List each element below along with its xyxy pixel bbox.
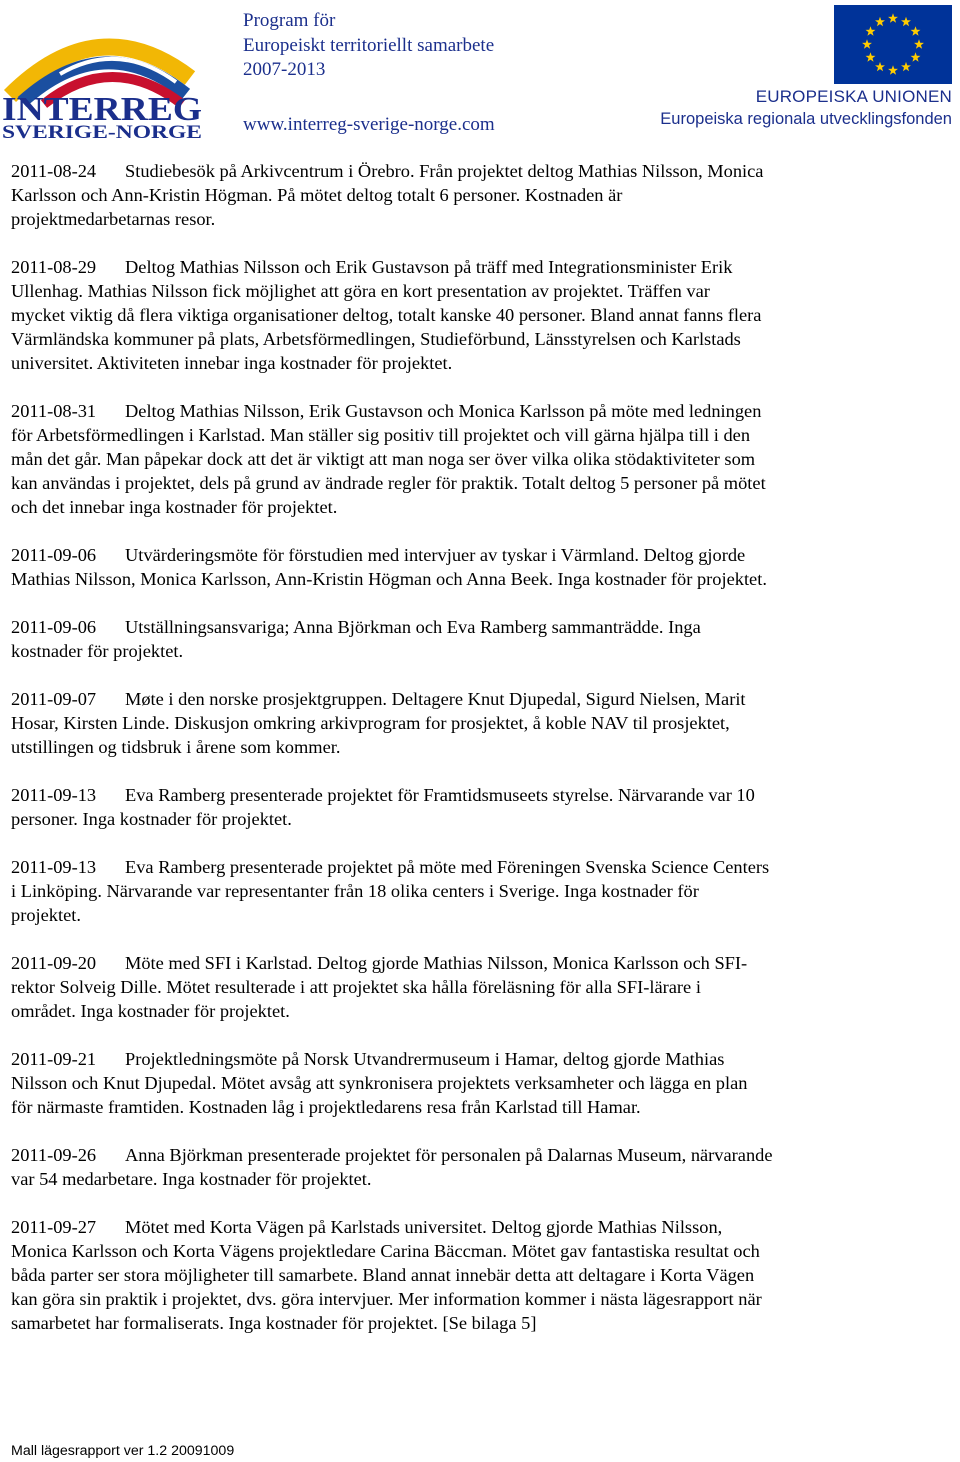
entry-date: 2011-08-31	[11, 401, 97, 421]
entry-text-line: Eva Ramberg presenterade projektet för Framtidsmuseets styrelse. Närvarande var 10	[125, 785, 755, 805]
footer-text: Mall lägesrapport ver 1.2 20091009	[11, 1443, 235, 1459]
program-url: www.interreg-sverige-norge.com	[243, 114, 495, 135]
entry-text-line: Utställningsansvariga; Anna Björkman och Eva Ramberg sammanträdde. Inga	[125, 617, 701, 637]
report-entry	[11, 255, 946, 375]
entry-text-line: Anna Björkman presenterade projektet för personalen på Dalarnas Museum, närvarande	[125, 1145, 773, 1165]
report-entry	[11, 783, 946, 831]
entry-text-line: var 54 medarbetare. Inga kostnader för projektet.	[11, 1169, 372, 1189]
report-entry	[11, 855, 946, 927]
entry-text-line: universitet. Aktiviteten innebar inga kostnader för projektet.	[11, 353, 453, 373]
report-entry	[11, 543, 946, 591]
report-entry	[11, 1215, 946, 1335]
entry-date: 2011-08-24	[11, 161, 97, 181]
entry-date: 2011-09-13	[11, 857, 97, 877]
report-entry	[11, 159, 946, 231]
entry-text-line: för Arbetsförmedlingen i Karlstad. Man ställer sig positiv till projektet och vill gärna hjälpa till i den	[11, 425, 751, 445]
report-entry	[11, 1143, 946, 1191]
program-line: Program för	[243, 10, 336, 31]
entry-text-line: Värmländska kommuner på plats, Arbetsförmedlingen, Studieförbund, Länsstyrelsen och Karlstads	[11, 329, 741, 349]
entry-text-line: kostnader för projektet.	[11, 641, 184, 661]
entry-text-line: Eva Ramberg presenterade projektet på möte med Föreningen Svenska Science Centers	[125, 857, 770, 877]
entry-text-line: Ullenhag. Mathias Nilsson fick möjlighet att göra en kort presentation av projektet. Träffen var	[11, 281, 710, 301]
logo-text-sverige-norge: SVERIGE-NORGE	[2, 122, 202, 140]
entry-text-line: mån det går. Man påpekar dock att det är viktigt att man noga ser över vilka olika stödaktiviteter som	[11, 449, 756, 469]
entry-date: 2011-09-13	[11, 785, 97, 805]
entry-date: 2011-09-21	[11, 1049, 97, 1069]
report-entry	[11, 615, 946, 663]
entry-text-line: projektmedarbetarnas resor.	[11, 209, 216, 229]
entry-text-line: och det innebar inga kostnader för projektet.	[11, 497, 338, 517]
report-entry	[11, 399, 946, 519]
entry-text-line: utstillingen og tidsbruk i årene som kommer.	[11, 737, 341, 757]
report-entries	[11, 159, 946, 1359]
entry-text-line: rektor Solveig Dille. Mötet resulterade i att projektet ska hålla föreläsning för alla SFI-lärare i	[11, 977, 701, 997]
entry-text-line: Studiebesök på Arkivcentrum i Örebro. Från projektet deltog Mathias Nilsson, Monica	[125, 161, 764, 181]
entry-text-line: Deltog Mathias Nilsson och Erik Gustavson på träff med Integrationsminister Erik	[125, 257, 733, 277]
eu-fund: Europeiska regionala utvecklingsfonden	[660, 110, 952, 128]
entry-text-line: samarbetet har formaliserats. Inga kostnader för projektet. [Se bilaga 5]	[11, 1313, 537, 1333]
entry-text-line: Deltog Mathias Nilsson, Erik Gustavson och Monica Karlsson på möte med ledningen	[125, 401, 762, 421]
program-line: Europeiskt territoriellt samarbete	[243, 34, 495, 56]
entry-date: 2011-09-06	[11, 545, 97, 565]
entry-date: 2011-09-27	[11, 1217, 97, 1237]
entry-text-line: Mötet med Korta Vägen på Karlstads universitet. Deltog gjorde Mathias Nilsson,	[125, 1217, 723, 1237]
eu-label	[660, 86, 952, 130]
entry-date: 2011-09-20	[11, 953, 97, 973]
entry-date: 2011-09-07	[11, 689, 97, 709]
entry-text-line: mycket viktig då flera viktiga organisationer deltog, totalt kanske 40 personer. Bland annat fanns flera	[11, 305, 762, 325]
entry-text-line: projektet.	[11, 905, 81, 925]
entry-date: 2011-08-29	[11, 257, 97, 277]
entry-text-line: Mathias Nilsson, Monica Karlsson, Ann-Kristin Högman och Anna Beek. Inga kostnader för projektet.	[11, 569, 767, 589]
entry-text-line: Møte i den norske prosjektgruppen. Deltagere Knut Djupedal, Sigurd Nielsen, Marit	[125, 689, 746, 709]
entry-text-line: Nilsson och Knut Djupedal. Mötet avsåg att synkronisera projektets verksamheter och lägga en plan	[11, 1073, 748, 1093]
entry-text-line: Möte med SFI i Karlstad. Deltog gjorde Mathias Nilsson, Monica Karlsson och SFI-	[125, 953, 748, 973]
entry-text-line: båda parter ser stora möjligheter till samarbete. Bland annat innebär detta att deltagare i Korta Vägen	[11, 1265, 755, 1285]
entry-date: 2011-09-06	[11, 617, 97, 637]
entry-text-line: området. Inga kostnader för projektet.	[11, 1001, 290, 1021]
report-entry	[11, 951, 946, 1023]
entry-text-line: i Linköping. Närvarande var representanter från 18 olika centers i Sverige. Inga kostnader för	[11, 881, 699, 901]
program-line: 2007-2013	[243, 59, 326, 80]
entry-text-line: Utvärderingsmöte för förstudien med intervjuer av tyskar i Värmland. Deltog gjorde	[125, 545, 746, 565]
entry-text-line: Hosar, Kirsten Linde. Diskusjon omkring arkivprogram for prosjektet, å koble NAV til prosjektet,	[11, 713, 730, 733]
eu-name: EUROPEISKA UNIONEN	[755, 87, 952, 106]
eu-flag-icon	[834, 5, 952, 84]
entry-text-line: personer. Inga kostnader för projektet.	[11, 809, 292, 829]
entry-date: 2011-09-26	[11, 1145, 97, 1165]
entry-text-line: Karlsson och Ann-Kristin Högman. På mötet deltog totalt 6 personer. Kostnaden är	[11, 185, 623, 205]
program-title	[243, 9, 494, 83]
entry-text-line: för närmaste framtiden. Kostnaden låg i projektledarens resa från Karlstad till Hamar.	[11, 1097, 641, 1117]
entry-text-line: Projektledningsmöte på Norsk Utvandrermuseum i Hamar, deltog gjorde Mathias	[125, 1049, 725, 1069]
entry-text-line: kan användas i projektet, dels på grund av ändrade regler för praktik. Totalt deltog 5 personer på mötet	[11, 473, 766, 493]
interreg-logo	[0, 12, 206, 140]
entry-text-line: kan göra sin praktik i projektet, dvs. göra intervjuer. Mer information kommer i nästa lägesrapport när	[11, 1289, 762, 1309]
entry-text-line: Monica Karlsson och Korta Vägens projektledare Carina Bäccman. Mötet gav fantastiska resultat och	[11, 1241, 760, 1261]
report-entry	[11, 687, 946, 759]
logo-text-interreg: INTERREG	[2, 91, 202, 128]
report-entry	[11, 1047, 946, 1119]
